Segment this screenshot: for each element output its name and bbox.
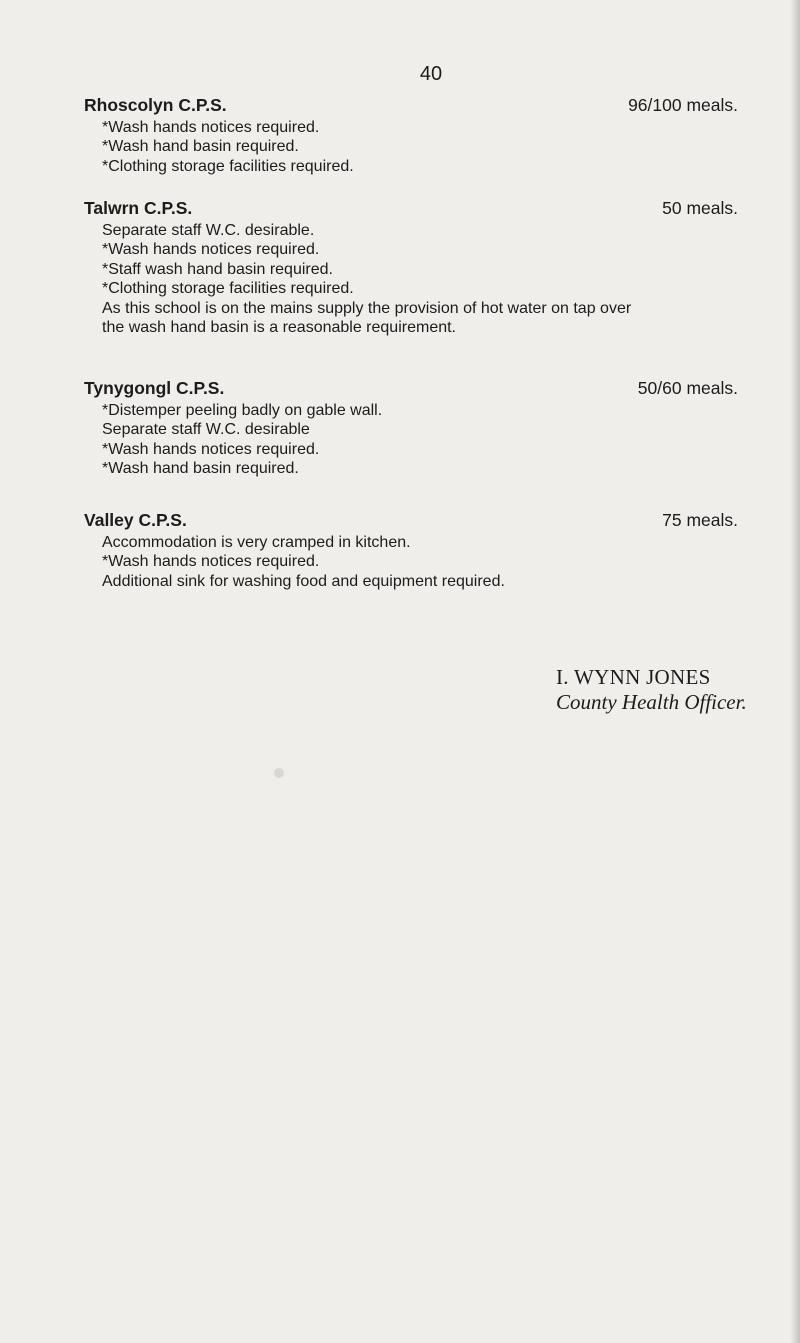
school-name: Tynygongl C.P.S.	[84, 378, 225, 398]
meals-count: 75 meals.	[662, 510, 738, 530]
entry-note: *Wash hand basin required.	[102, 460, 299, 478]
signatory-title: County Health Officer.	[556, 690, 747, 714]
paper-speck	[274, 768, 284, 778]
entry-heading	[84, 94, 742, 116]
entry-note: *Wash hands notices required.	[102, 241, 320, 259]
school-entry-tynygongl	[84, 377, 742, 479]
school-name: Talwrn C.P.S.	[84, 198, 193, 218]
entry-heading	[84, 377, 742, 399]
entry-heading	[84, 509, 742, 531]
page-edge-shadow	[790, 0, 800, 1343]
school-name: Valley C.P.S.	[84, 510, 187, 530]
entry-note: *Distemper peeling badly on gable wall.	[102, 402, 383, 419]
entry-note: *Staff wash hand basin required.	[102, 260, 333, 278]
entry-note: *Wash hand basin required.	[102, 138, 299, 156]
entry-note: *Clothing storage facilities required.	[102, 280, 354, 298]
school-entry-talwrn	[84, 197, 742, 337]
signature-block	[556, 665, 747, 715]
entry-note: *Wash hands notices required.	[102, 119, 320, 136]
entry-note: As this school is on the mains supply the provision of hot water on tap over	[102, 299, 632, 317]
entry-note: Separate staff W.C. desirable.	[102, 222, 315, 239]
signatory-name: I. WYNN JONES	[556, 665, 711, 689]
meals-count: 50/60 meals.	[637, 378, 738, 398]
meals-count: 96/100 meals.	[628, 95, 738, 115]
school-entry-valley	[84, 509, 742, 591]
school-entry-rhoscolyn	[84, 94, 742, 176]
entry-note: Accommodation is very cramped in kitchen.	[102, 534, 411, 551]
entry-note: Additional sink for washing food and equipment required.	[102, 572, 505, 590]
entry-note: *Wash hands notices required.	[102, 440, 320, 458]
entry-note: Separate staff W.C. desirable	[102, 421, 310, 439]
entry-note: the wash hand basin is a reasonable requirement.	[102, 319, 456, 337]
entry-heading	[84, 197, 742, 219]
meals-count: 50 meals.	[662, 198, 738, 218]
entry-note: *Wash hands notices required.	[102, 553, 320, 571]
page-number: 40	[419, 63, 443, 85]
entry-note: *Clothing storage facilities required.	[102, 157, 354, 175]
school-name: Rhoscolyn C.P.S.	[84, 95, 227, 115]
